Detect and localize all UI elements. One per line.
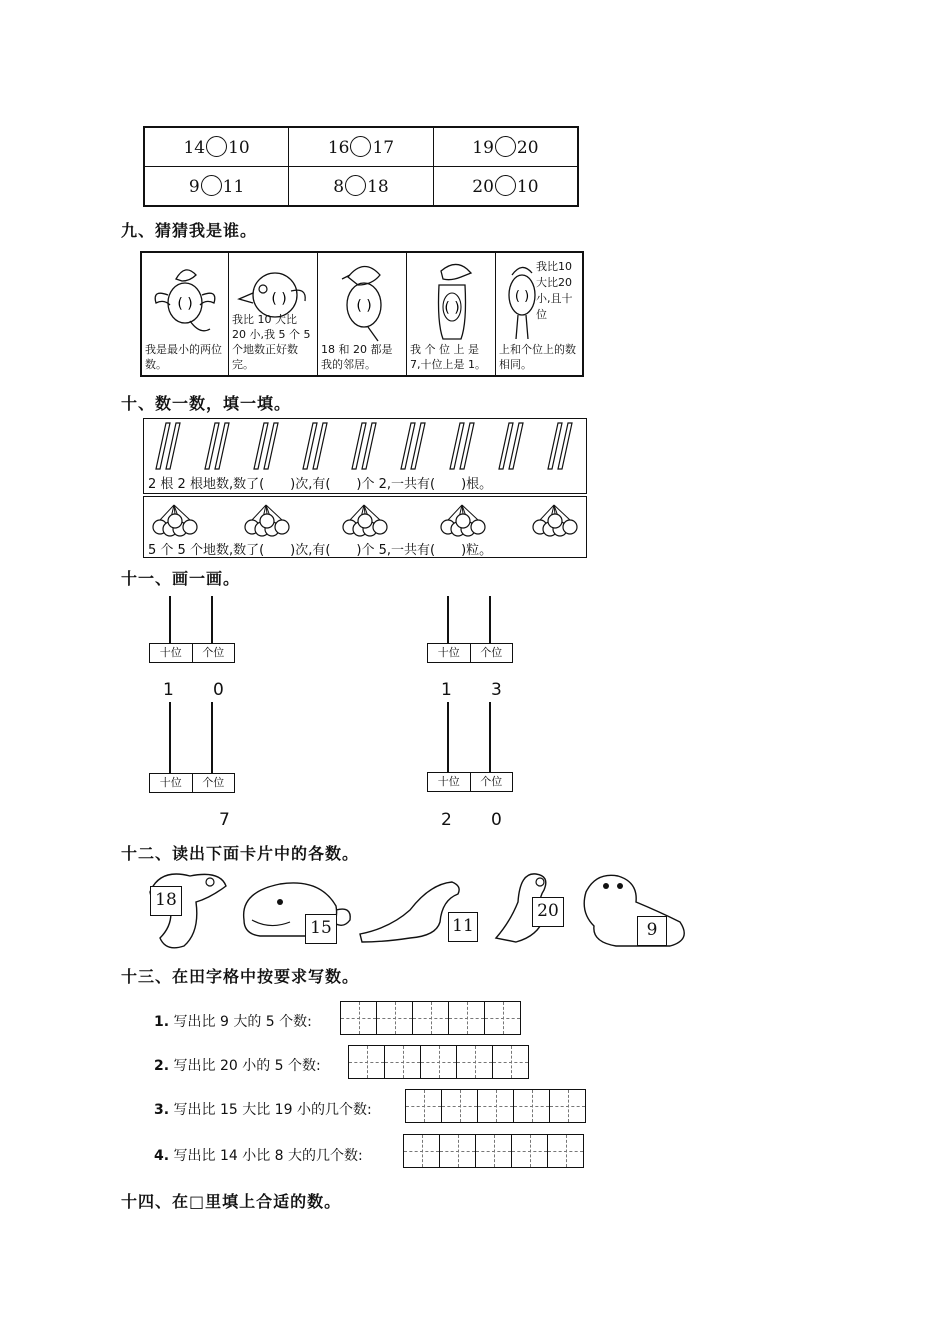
write-prompt: 4. 写出比 14 小比 8 大的几个数: — [154, 1148, 363, 1164]
compare-table — [143, 126, 579, 207]
guess-panel — [140, 251, 584, 377]
write-prompt: 3. 写出比 15 大比 19 小的几个数: — [154, 1102, 372, 1118]
guess-card: ( ) 我是最小的两位数。 — [142, 253, 229, 375]
table-row — [144, 167, 578, 207]
answer-circle[interactable] — [206, 136, 227, 157]
write-prompt: 1. 写出比 9 大的 5 个数: — [154, 1014, 312, 1030]
guess-card: ( ) 我比10大比20小,且十位 上和个位上的数相同。 — [499, 260, 576, 371]
number-card: 9 — [637, 916, 667, 946]
svg-text:( ): ( ) — [444, 300, 460, 316]
tianzige-grid[interactable] — [403, 1134, 584, 1168]
eagle-drawing-icon — [417, 257, 487, 345]
section-13-title: 十三、在田字格中按要求写数。 — [121, 967, 360, 986]
number-card: 11 — [448, 912, 478, 942]
svg-text:( ): ( ) — [356, 298, 372, 314]
section-11-title: 十一、画一画。 — [121, 569, 241, 588]
answer-circle[interactable] — [495, 175, 516, 196]
abacus: 十位 个位 7 — [149, 702, 239, 832]
number-card: 20 — [532, 897, 564, 927]
parrot-drawing-icon — [328, 257, 398, 343]
sea-animals-drawing-icon — [140, 862, 700, 952]
answer-circle[interactable] — [345, 175, 366, 196]
compare-cell[interactable]: 8 18 — [289, 167, 434, 207]
svg-text:( ): ( ) — [514, 289, 530, 304]
guess-card: ( ) 18 和 20 都是我的邻居。 — [318, 253, 407, 375]
number-card: 18 — [150, 886, 182, 916]
guess-card: ( ) 我比 10 大比 20 小,我 5 个 5 个地数正好数完。 — [229, 253, 318, 375]
svg-text:( ): ( ) — [177, 296, 193, 312]
abacus: 十位 个位 1 3 — [427, 596, 517, 706]
abacus: 十位 个位 1 0 — [149, 596, 239, 706]
table-row — [144, 127, 578, 167]
guess-card: ( ) 我 个 位 上 是 7,十位上是 1。 — [407, 253, 496, 375]
cherries-panel: 5 个 5 个地数,数了( )次,有( )个 5,一共有( )粒。 — [143, 496, 587, 558]
sticks-drawing-icon — [152, 421, 578, 473]
compare-cell[interactable]: 14 10 — [144, 127, 289, 167]
tianzige-grid[interactable] — [340, 1001, 521, 1035]
answer-circle[interactable] — [201, 175, 222, 196]
compare-cell[interactable]: 16 17 — [289, 127, 434, 167]
answer-circle[interactable] — [350, 136, 371, 157]
tianzige-grid[interactable] — [405, 1089, 586, 1123]
answer-circle[interactable] — [495, 136, 516, 157]
bird-drawing-icon — [150, 259, 220, 337]
compare-cell[interactable]: 9 11 — [144, 167, 289, 207]
write-prompt: 2. 写出比 20 小的 5 个数: — [154, 1058, 321, 1074]
section-12-title: 十二、读出下面卡片中的各数。 — [121, 844, 360, 863]
abacus: 十位 个位 2 0 — [427, 702, 517, 832]
section-14-title: 十四、在□里填上合适的数。 — [121, 1192, 342, 1211]
compare-cell[interactable]: 20 10 — [433, 167, 578, 207]
tianzige-grid[interactable] — [348, 1045, 529, 1079]
number-card: 15 — [305, 914, 337, 944]
svg-text:( ): ( ) — [271, 291, 287, 307]
section-10-title: 十、数一数，填一填。 — [121, 394, 292, 413]
cherries-drawing-icon — [148, 501, 584, 539]
compare-cell[interactable]: 19 20 — [433, 127, 578, 167]
sticks-panel: 2 根 2 根地数,数了( )次,有( )个 2,一共有( )根。 — [143, 418, 587, 494]
section-9-title: 九、猜猜我是谁。 — [121, 221, 258, 240]
